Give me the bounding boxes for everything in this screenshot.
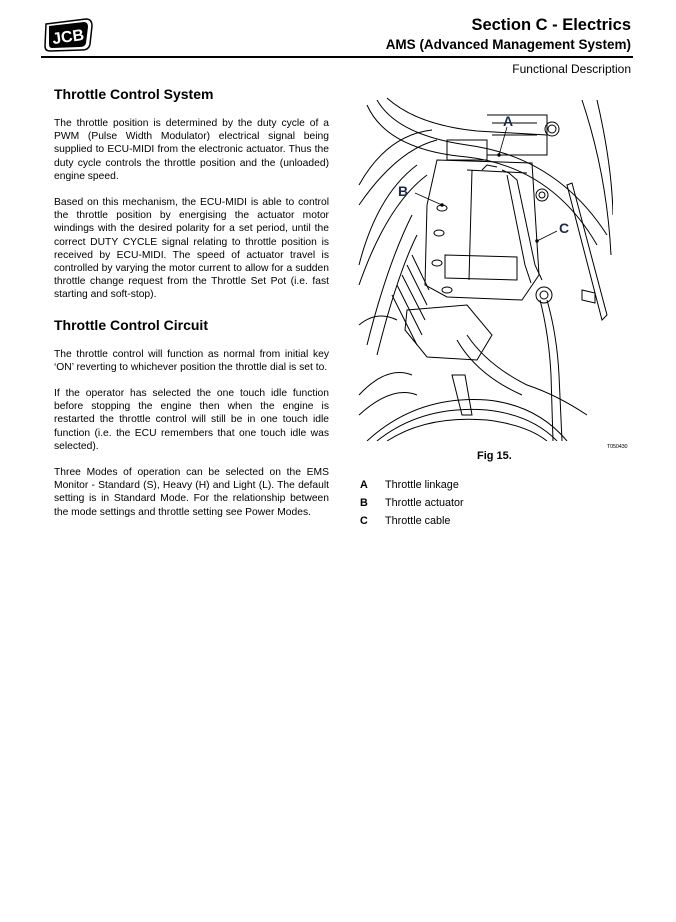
- legend-key: B: [360, 497, 368, 509]
- header-divider: [41, 56, 633, 58]
- paragraph: Three Modes of operation can be selected on the EMS Monitor - Standard (S), Heavy (H) and Light (L). The default setting is in Standard Mode. For the relationship between the mode settings and throttle setting see Power Modes.: [54, 467, 329, 518]
- svg-text:C: C: [559, 220, 570, 236]
- legend-item: [360, 496, 620, 514]
- heading-throttle-control-system: Throttle Control System: [54, 86, 214, 102]
- section-title: Section C - Electrics: [471, 16, 631, 34]
- svg-text:JCB: JCB: [51, 26, 86, 49]
- paragraph: Based on this mechanism, the ECU-MIDI is able to control the throttle position by energising the actuator motor windings with the desired polarity for a set period, until the correct DUTY CYCLE signal relating to throttle position is received by ECU-MIDI. The speed of actuator travel is controlled by varying the motor current to allow for a sudden throttle change request from the Throttle Set Pot (i.e. fast starting and soft-stop).: [54, 197, 329, 301]
- figure-legend: [360, 478, 620, 532]
- paragraph: The throttle control will function as normal from initial key ‘ON’ reverting to whichever position the throttle dial is set to.: [54, 348, 329, 373]
- svg-text:A: A: [503, 113, 514, 129]
- svg-text:B: B: [398, 183, 409, 199]
- legend-key: C: [360, 515, 368, 527]
- page-section-label: Functional Description: [512, 62, 631, 76]
- paragraph: The throttle position is determined by the duty cycle of a PWM (Pulse Width Modulator) electrical signal being supplied to ECU-MIDI from the electronic actuator. Thus the duty cycle controls the throttle position and the (unloaded) engine speed.: [54, 118, 329, 182]
- legend-label: Throttle cable: [385, 515, 451, 527]
- body-text-column: [54, 86, 329, 532]
- legend-item: [360, 514, 620, 532]
- legend-item: [360, 478, 620, 496]
- paragraph: If the operator has selected the one touch idle function before stopping the engine then when the engine is restarted the throttle control will still be in one touch idle function (i.e. the ECU remembers that one touch idle was selected).: [54, 388, 329, 452]
- figure-caption: Fig 15.: [477, 450, 512, 462]
- legend-key: A: [360, 479, 368, 491]
- legend-label: Throttle linkage: [385, 479, 459, 491]
- legend-label: Throttle actuator: [385, 497, 464, 509]
- heading-throttle-control-circuit: Throttle Control Circuit: [54, 316, 208, 333]
- throttle-actuator-illustration: [357, 95, 613, 441]
- subsection-title: AMS (Advanced Management System): [385, 37, 631, 52]
- jcb-logo: [42, 18, 94, 52]
- figure-code: T050430: [607, 444, 628, 450]
